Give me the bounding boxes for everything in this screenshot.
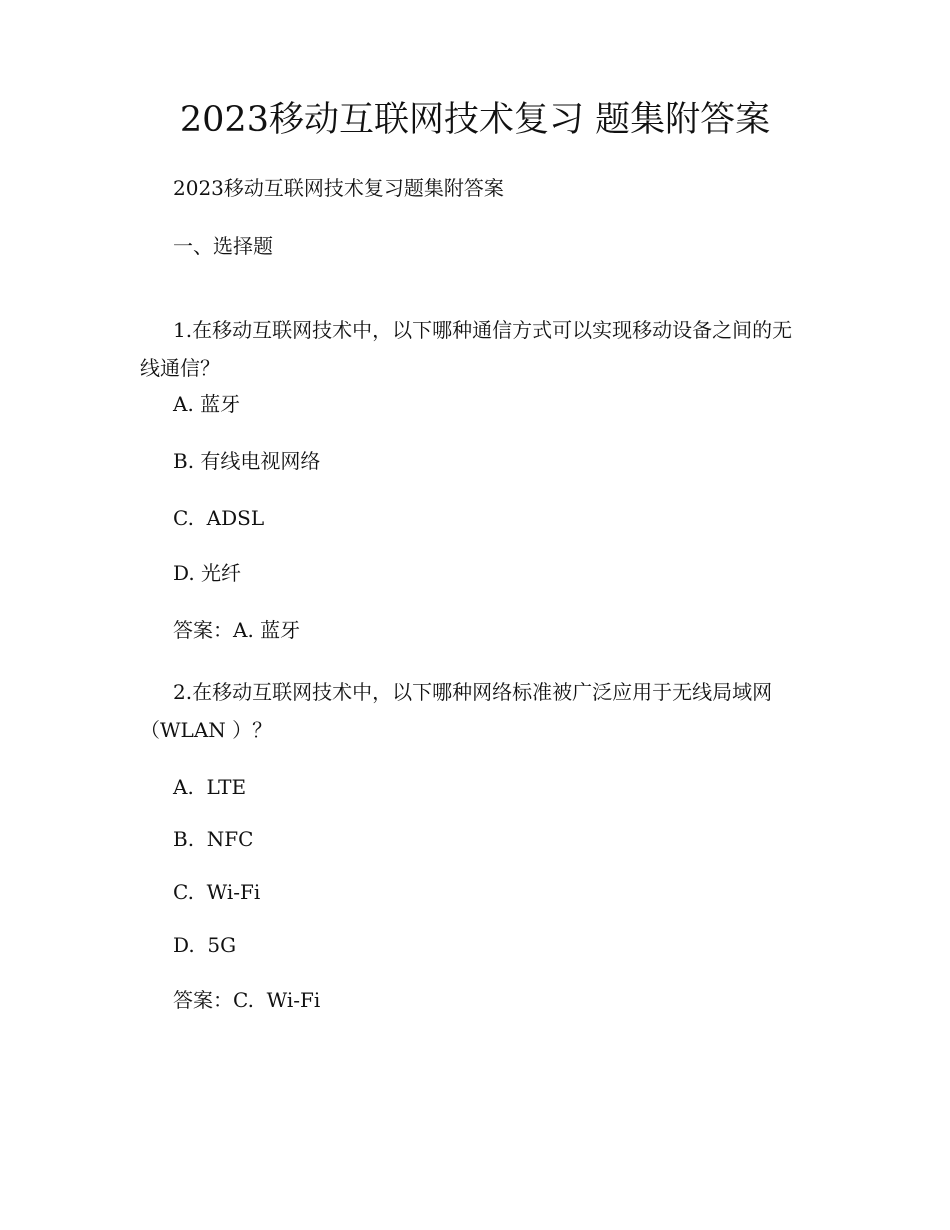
section-heading: 一、选择题 (173, 234, 273, 258)
question-2-option-b: B. NFC (173, 827, 254, 851)
question-2-stem: 2.在移动互联网技术中，以下哪种网络标准被广泛应用于无线局域网（WLAN ）？ (140, 680, 773, 742)
document-title: 2023移动互联网技术复习 题集附答案 (179, 100, 771, 140)
question-1-option-c: C. ADSL (173, 506, 265, 530)
question-2-answer: 答案：C. Wi-Fi (173, 988, 321, 1012)
document-subtitle: 2023移动互联网技术复习题集附答案 (173, 176, 504, 200)
question-2-option-a: A. LTE (173, 775, 247, 799)
question-1-answer: 答案：A. 蓝牙 (173, 618, 301, 642)
question-1-option-a: A. 蓝牙 (173, 392, 241, 416)
question-1-stem: 1.在移动互联网技术中，以下哪种通信方式可以实现移动设备之间的无线通信？ (140, 318, 793, 380)
question-1-option-d: D. 光纤 (173, 561, 242, 585)
question-2-option-d: D. 5G (173, 933, 237, 957)
question-2-option-c: C. Wi-Fi (173, 880, 261, 904)
question-1-option-b: B. 有线电视网络 (173, 449, 321, 473)
